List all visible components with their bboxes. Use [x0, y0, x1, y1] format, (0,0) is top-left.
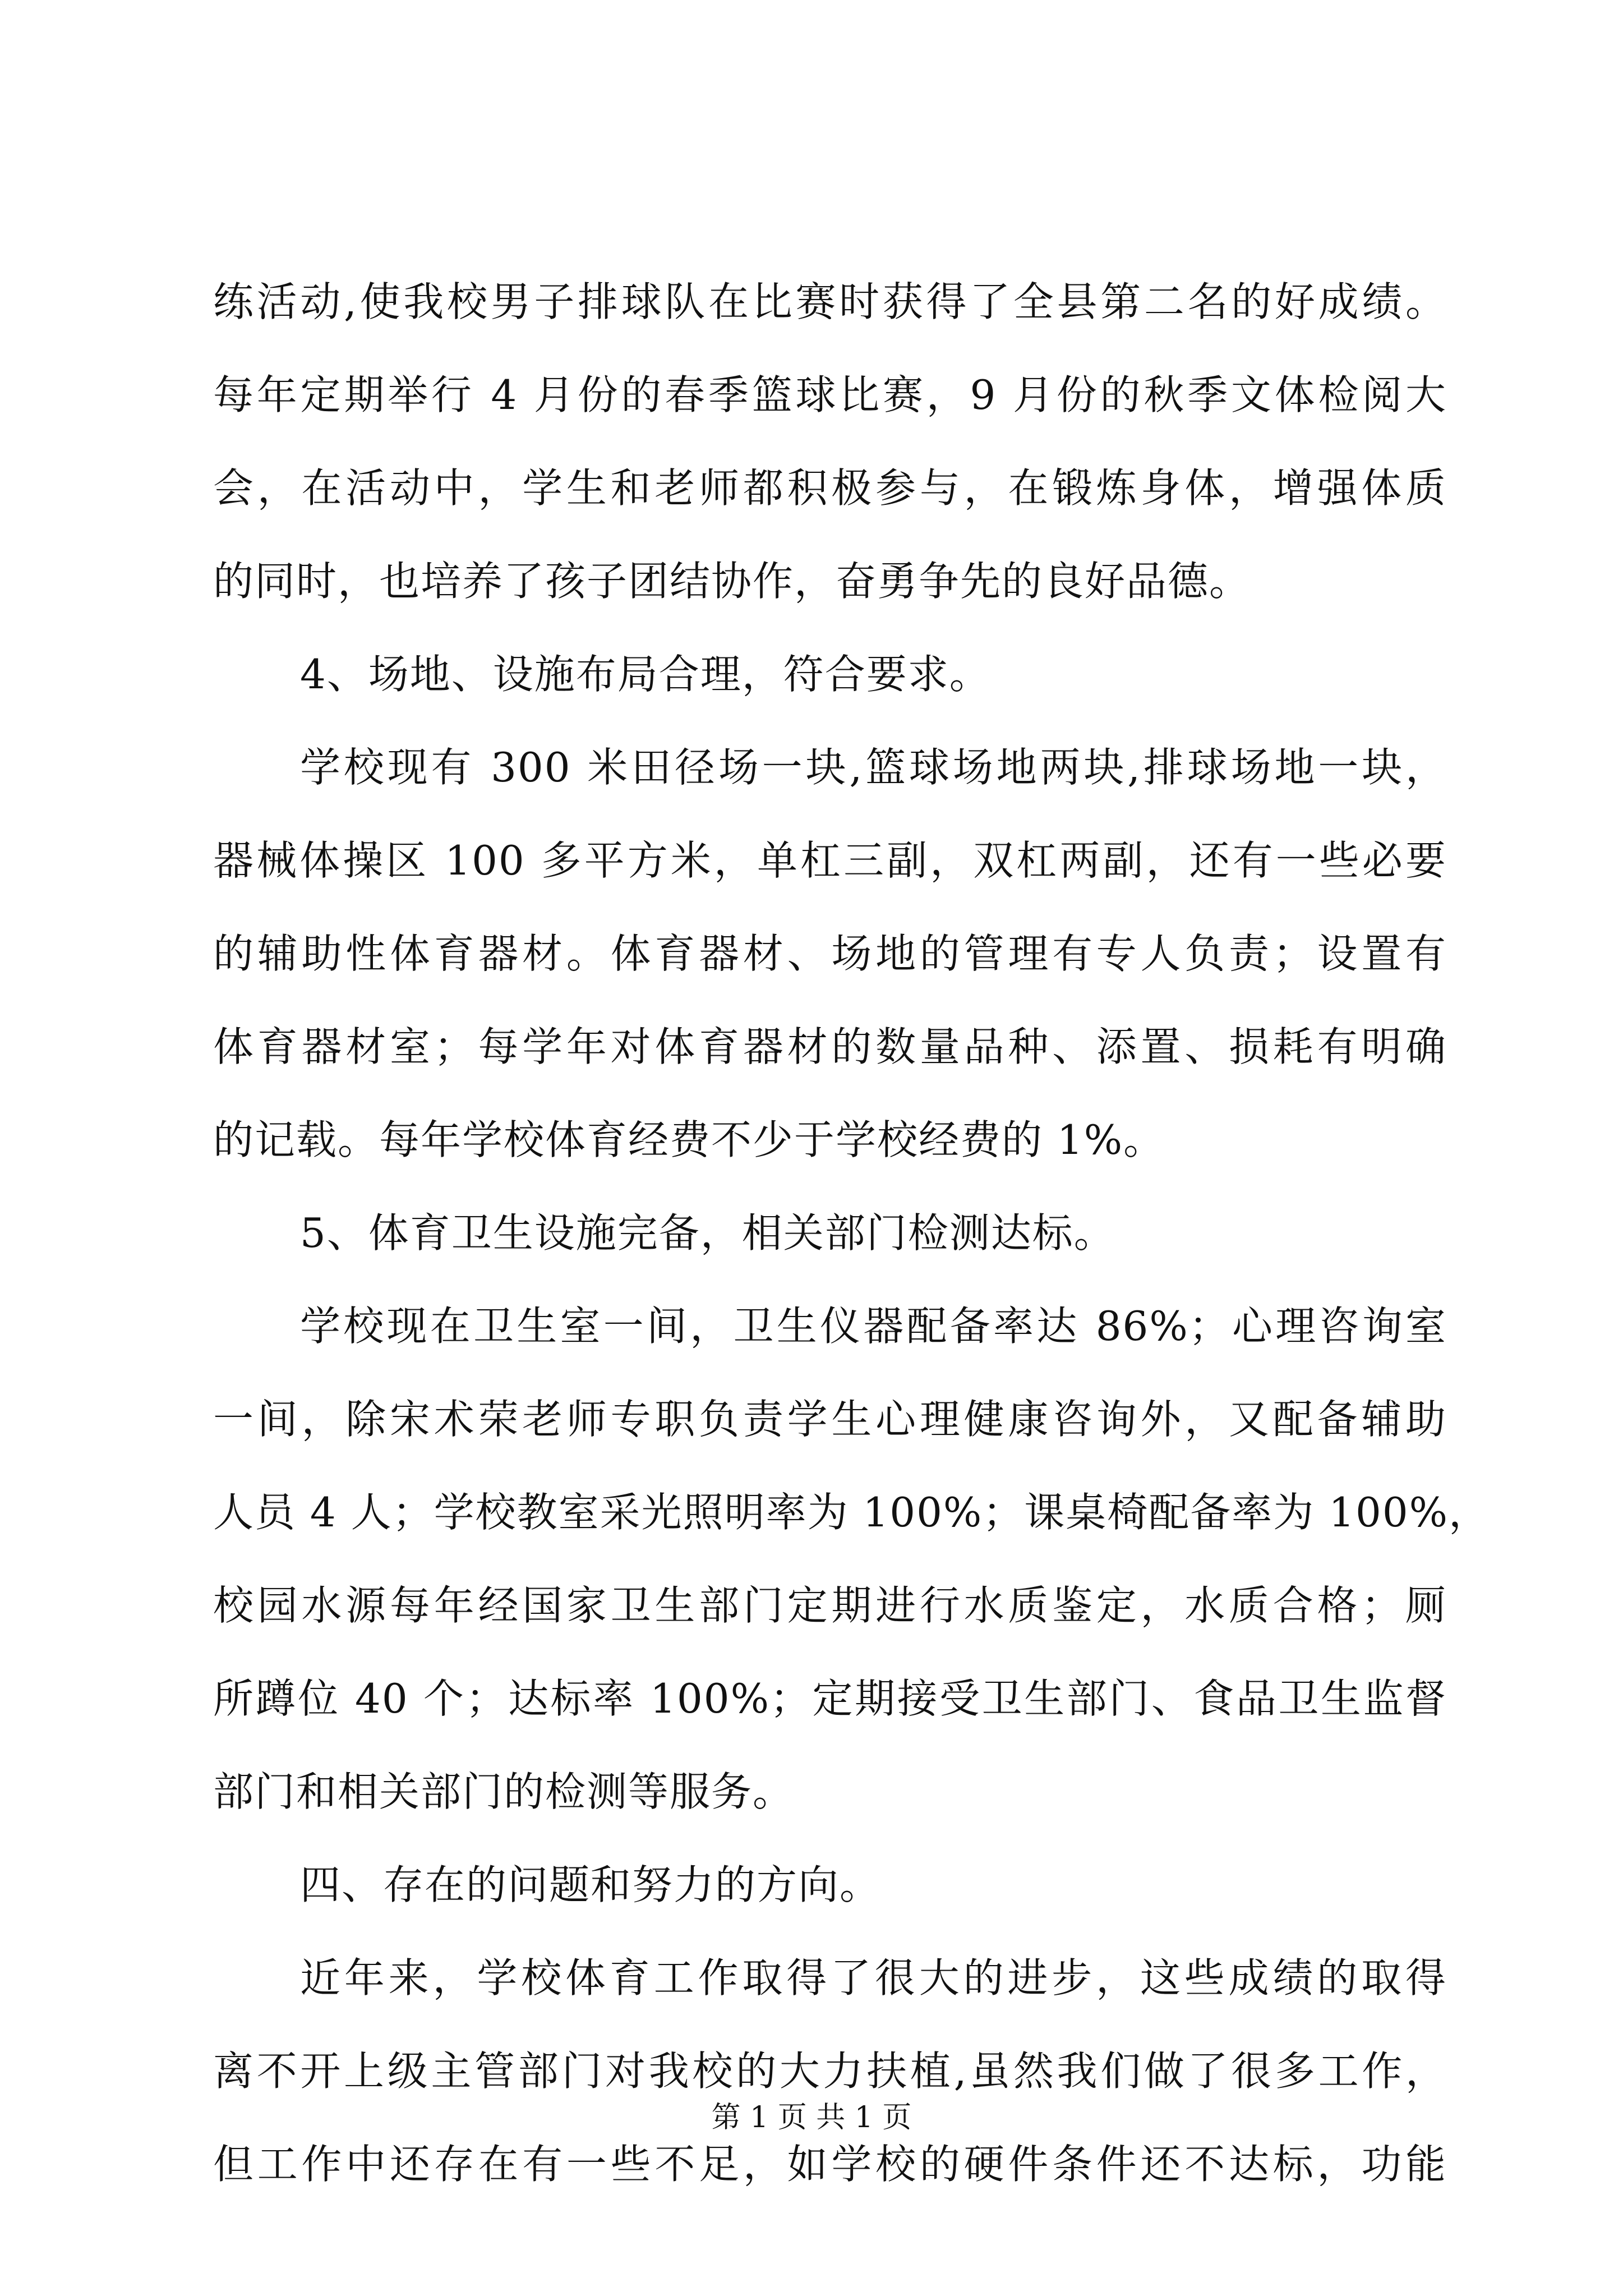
text-line: 但工作中还存在有一些不足，如学校的硬件条件还不达标，功能 — [213, 2141, 1447, 2188]
text-line: 学校现在卫生室一间，卫生仪器配备率达 86%；心理咨询室 — [300, 1303, 1447, 1350]
text-line: 的记载。每年学校体育经费不少于学校经费的 1%。 — [213, 1116, 1165, 1163]
text-line: 离不开上级主管部门对我校的大力扶植,虽然我们做了很多工作， — [213, 2047, 1447, 2095]
text-line: 学校现有 300 米田径场一块,篮球场地两块,排球场地一块， — [300, 744, 1447, 791]
text-line: 体育器材室；每学年对体育器材的数量品种、添置、损耗有明确 — [213, 1023, 1447, 1070]
section-heading-5: 5、体育卫生设施完备，相关部门检测达标。 — [300, 1209, 1115, 1257]
text-line: 人员 4 人；学校教室采光照明率为 100%；课桌椅配备率为 100%， — [213, 1489, 1491, 1536]
document-body — [213, 255, 1491, 2211]
text-line: 一间，除宋术荣老师专职负责学生心理健康咨询外，又配备辅助 — [213, 1396, 1447, 1443]
text-line: 器械体操区 100 多平方米，单杠三副，双杠两副，还有一些必要 — [213, 837, 1447, 884]
text-line: 的辅助性体育器材。体育器材、场地的管理有专人负责；设置有 — [213, 930, 1447, 977]
text-line: 近年来，学校体育工作取得了很大的进步，这些成绩的取得 — [300, 1954, 1447, 2001]
page-footer: 第 1 页 共 1 页 — [711, 2101, 912, 2134]
text-line: 所蹲位 40 个；达标率 100%；定期接受卫生部门、食品卫生监督 — [213, 1675, 1447, 1722]
section-heading-problems: 四、存在的问题和努力的方向。 — [300, 1861, 882, 1908]
text-line: 练活动,使我校男子排球队在比赛时获得了全县第二名的好成绩。 — [213, 278, 1447, 325]
text-line: 部门和相关部门的检测等服务。 — [213, 1768, 795, 1815]
text-line: 校园水源每年经国家卫生部门定期进行水质鉴定，水质合格；厕 — [213, 1582, 1447, 1629]
text-line: 会，在活动中，学生和老师都积极参与，在锻炼身体，增强体质 — [213, 464, 1447, 512]
text-line: 的同时，也培养了孩子团结协作，奋勇争先的良好品德。 — [213, 558, 1251, 605]
section-heading-4: 4、场地、设施布局合理，符合要求。 — [300, 651, 991, 698]
text-line: 每年定期举行 4 月份的春季篮球比赛，9 月份的秋季文体检阅大 — [213, 371, 1447, 418]
